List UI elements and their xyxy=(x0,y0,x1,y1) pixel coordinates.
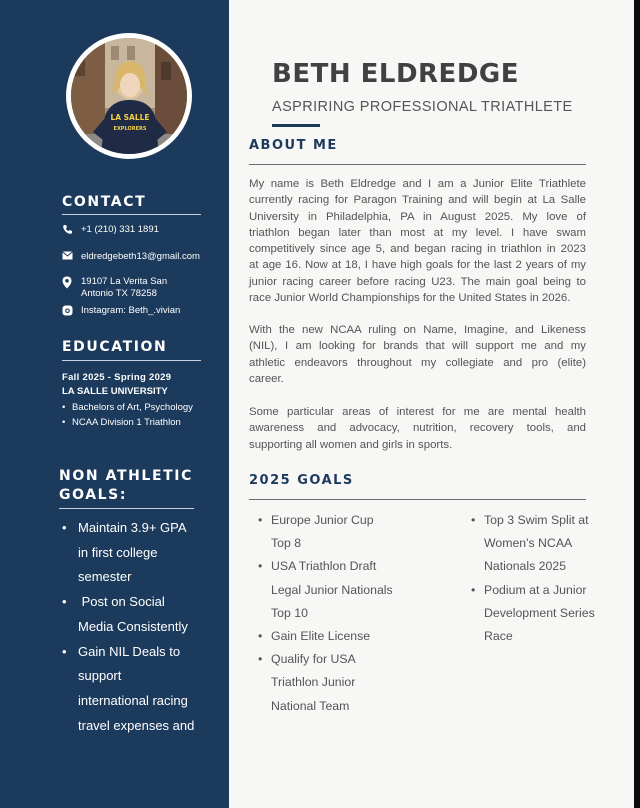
goals-heading: 2025 GOALS xyxy=(249,473,354,488)
title-accent-bar xyxy=(272,124,320,127)
education-school: LA SALLE UNIVERSITY xyxy=(62,386,168,397)
list-item: • USA Triathlon Draft Legal Junior Nationals Top 10 xyxy=(258,559,393,620)
list-item: • Post on Social Media Consistently xyxy=(62,594,188,634)
non-athletic-divider xyxy=(59,508,194,509)
non-athletic-list xyxy=(62,516,212,738)
email-text[interactable]: eldredgebeth13@gmail.com xyxy=(81,251,200,262)
list-item: • Europe Junior Cup Top 8 xyxy=(258,513,374,551)
address-line-2: Antonio TX 78258 xyxy=(81,288,157,299)
education-list xyxy=(62,402,193,431)
about-heading: ABOUT ME xyxy=(249,138,338,153)
list-item: • Top 3 Swim Split at Women's NCAA Nationals 2025 xyxy=(471,513,589,574)
shirt-text-bottom: EXPLORERS xyxy=(113,126,147,132)
person-name: BETH ELDREDGE xyxy=(272,59,519,89)
goals-divider xyxy=(249,499,586,500)
list-item: • Bachelors of Art, Psychology xyxy=(62,402,193,417)
address-line-1: 19107 La Verita San xyxy=(81,276,168,287)
education-dates: Fall 2025 - Spring 2029 xyxy=(62,372,172,383)
shirt-text-top: LA SALLE xyxy=(110,113,150,122)
list-item: • Maintain 3.9+ GPA in first college semester xyxy=(62,520,187,585)
education-divider xyxy=(62,360,201,361)
instagram-text[interactable]: Instagram: Beth_.vivian xyxy=(81,305,181,316)
about-paragraph-1: My name is Beth Eldredge and I am a Junior Elite Triathlete currently racing for Paragon Training and will begin at La Salle University in Philadelphia, PA in August 2025. My love of triathlon began later than most at my level. I have swam competitively since age 5, and began racing in triathlon in 2023 at age 16. Now at 18, I have high goals for the last 2 years of my junior racing career before racing U23. The main goal being to race Junior World Championships for the United States in 2026. xyxy=(249,178,586,305)
phone-icon xyxy=(62,224,74,238)
contact-address xyxy=(62,276,167,300)
non-athletic-heading: NON ATHLETIC GOALS: xyxy=(59,468,193,503)
instagram-icon xyxy=(62,305,74,319)
sidebar xyxy=(0,0,229,808)
goals-list-left xyxy=(258,509,448,718)
about-divider xyxy=(249,164,586,165)
profile-photo xyxy=(71,38,187,154)
contact-phone xyxy=(62,224,159,238)
contact-divider xyxy=(62,214,201,215)
mail-icon xyxy=(62,251,74,263)
contact-email xyxy=(62,251,200,263)
page-edge xyxy=(634,0,640,808)
list-item: • Qualify for USA Triathlon Junior National Team xyxy=(258,652,356,713)
list-item: • Gain NIL Deals to support international racing travel expenses and xyxy=(62,643,195,733)
profile-photo-illustration xyxy=(71,38,187,154)
list-item: • NCAA Division 1 Triathlon xyxy=(62,417,193,432)
list-item: • Gain Elite License xyxy=(258,629,371,644)
contact-heading: CONTACT xyxy=(62,194,147,210)
person-title: ASPRIRING PROFESSIONAL TRIATHLETE xyxy=(272,99,573,115)
education-heading: EDUCATION xyxy=(62,339,168,355)
contact-instagram xyxy=(62,305,180,319)
phone-text[interactable]: +1 (210) 331 1891 xyxy=(81,224,159,235)
list-item: • Podium at a Junior Development Series Race xyxy=(471,582,595,644)
about-paragraph-2: With the new NCAA ruling on Name, Imagine, and Likeness (NIL), I am looking for brands that will support me and my athletic endeavors throughout my collegiate and pro (elite) career. xyxy=(249,324,586,385)
about-paragraph-3: Some particular areas of interest for me are mental health awareness and advocacy, nutrition, recovery tools, and supporting all women and girls in sports. xyxy=(249,406,586,451)
location-pin-icon xyxy=(62,276,74,292)
goals-list-right xyxy=(471,509,611,648)
